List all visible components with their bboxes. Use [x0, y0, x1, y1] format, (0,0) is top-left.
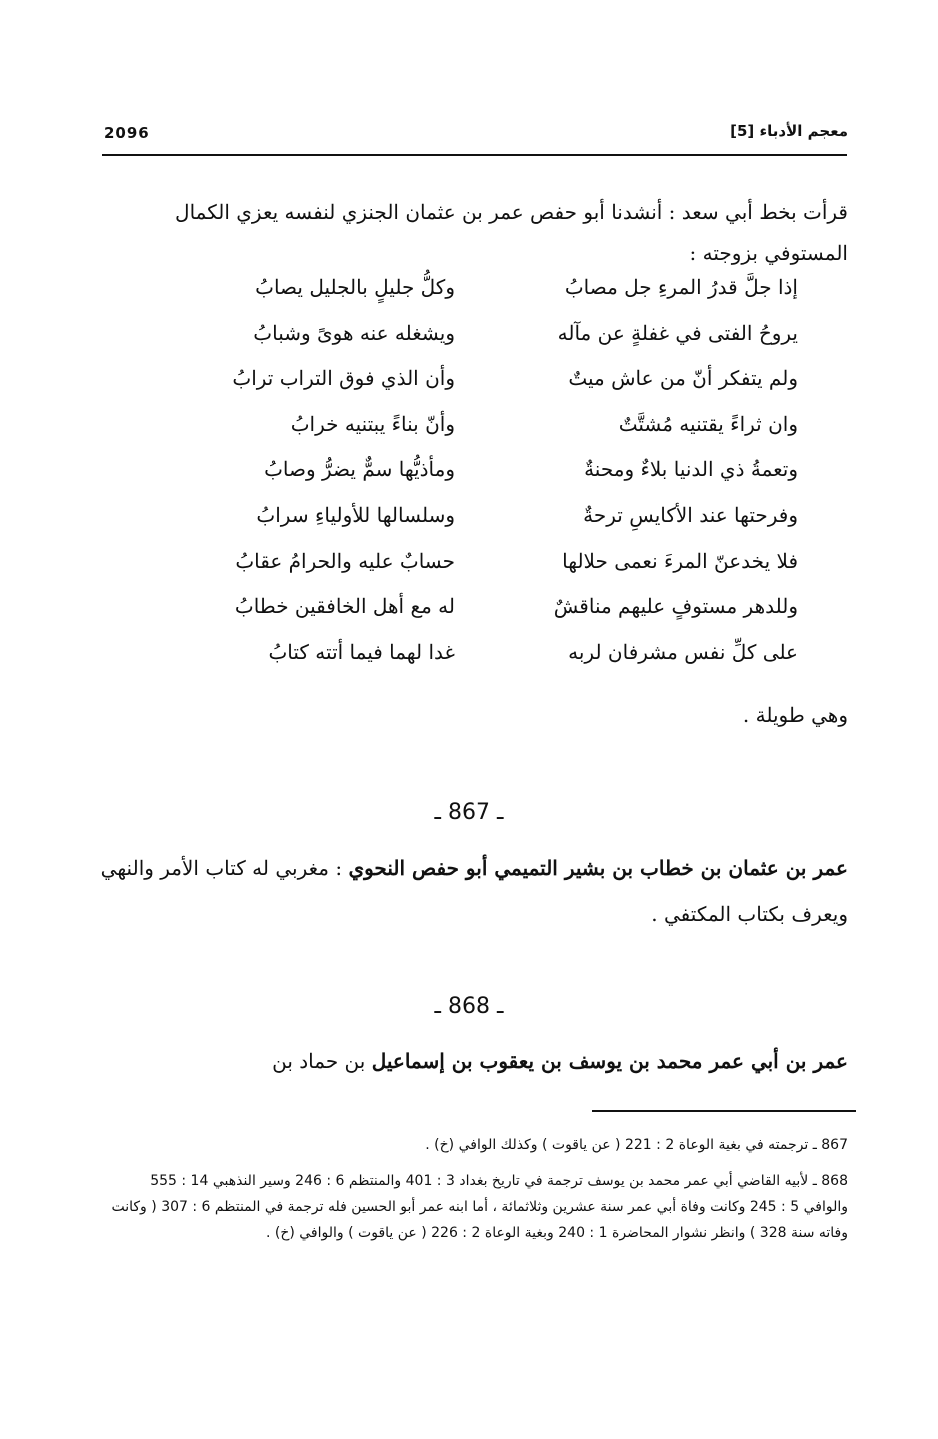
footnotes [102, 1132, 848, 1256]
verse-second-hemistich: حسابٌ عليه والحرامُ عقابُ [235, 548, 455, 573]
verse-second-hemistich: له مع أهل الخافقين خطابُ [234, 594, 455, 619]
poem-verse [100, 594, 848, 640]
verse-first-hemistich: يروحُ الفتى في غفلةٍ عن مآله [557, 320, 798, 345]
verse-second-hemistich: غدا لهما فيما أتته كتابُ [268, 639, 455, 664]
poem-verse [100, 457, 848, 503]
footnote-rule [592, 1110, 856, 1112]
entry-text: بن حماد بن [272, 1049, 366, 1073]
verse-first-hemistich: وللدهر مستوفٍ عليهم مناقشٌ [553, 594, 798, 619]
footnote: 867 ـ ترجمته في بغية الوعاة 2 : 221 ( عن ياقوت ) وكذلك الوافي (خ) . [425, 1137, 848, 1153]
poem-verse [100, 321, 848, 367]
entry-name: عمر بن عثمان بن خطاب بن بشير التميمي أبو حفص النحوي [348, 856, 848, 880]
running-title: معجم الأدباء [5] [730, 122, 848, 140]
entry-867 [100, 845, 848, 937]
poem-verse [100, 503, 848, 549]
poem-verse [100, 640, 848, 686]
verse-first-hemistich: فلا يخدعنّ المرءَ نعمى حلالها [562, 548, 798, 573]
header-rule [102, 154, 847, 156]
entry-number: ـ 867 ـ [434, 800, 504, 825]
verse-first-hemistich: وتعمةُ ذي الدنيا بلاءٌ ومحنةٌ [584, 457, 798, 482]
verse-second-hemistich: وكلُّ جليلٍ بالجليل يصابُ [255, 275, 455, 299]
verse-second-hemistich: وأنّ بناءً يبتنيه خرابُ [290, 411, 455, 436]
entry-name: عمر بن أبي عمر محمد بن يوسف بن يعقوب بن إسماعيل [371, 1049, 848, 1073]
entry-868 [100, 1038, 848, 1084]
verse-second-hemistich: وسلسالها للأولياءِ سرابُ [256, 502, 455, 527]
poem-verse [100, 412, 848, 458]
footnote: 868 ـ لأبيه القاضي أبي عمر محمد بن يوسف ترجمة في تاريخ بغداد 3 : 401 والمنتظم 6 : 246 وسير النذهبي 14 : 555 والوافي 5 : 245 وكانت وفاة أبي عمر سنة عشرين وثلاثمائة ، أما ابنه عمر أبو الحسين فله ترجمة في المنتظم 6 : 307 ( وكانت وفاته سنة 328 ) وانظر نشوار المحاضرة 1 : 240 وبغية الوعاة 2 : 226 ( عن ياقوت ) والوافي (خ) . [111, 1173, 848, 1241]
verse-second-hemistich: ويشغله عنه هوىً وشبابُ [253, 320, 455, 345]
page-number: 2096 [104, 124, 150, 142]
entry-number: ـ 868 ـ [434, 994, 504, 1019]
verse-first-hemistich: إذا جلَّ قدرُ المرءِ جل مصابُ [564, 275, 798, 299]
verse-second-hemistich: وأن الذي فوق التراب ترابُ [232, 366, 455, 391]
verse-first-hemistich: ولم يتفكر أنّ من عاش ميتٌ [568, 366, 798, 391]
verse-first-hemistich: وفرحتها عند الأكايسِ ترحةٌ [583, 502, 798, 527]
poem [100, 275, 848, 685]
poem-verse [100, 549, 848, 595]
entry-text: : مغربي له كتاب الأمر والنهي ويعرف بكتاب المكتفي . [100, 856, 848, 926]
poem-verse [100, 366, 848, 412]
closing-remark: وهي طويلة . [742, 703, 848, 727]
verse-second-hemistich: ومأذيُّها سمٌّ يضرُّ وصابُ [264, 457, 455, 482]
intro-paragraph: قرأت بخط أبي سعد : أنشدنا أبو حفص عمر بن عثمان الجنزي لنفسه يعزي الكمال المستوفي بزوجته : [175, 200, 848, 265]
verse-first-hemistich: وان ثراءً يقتنيه مُشتَّتٌ [618, 411, 798, 436]
verse-first-hemistich: على كلِّ نفس مشرفان لربه [568, 639, 798, 664]
poem-verse [100, 275, 848, 321]
